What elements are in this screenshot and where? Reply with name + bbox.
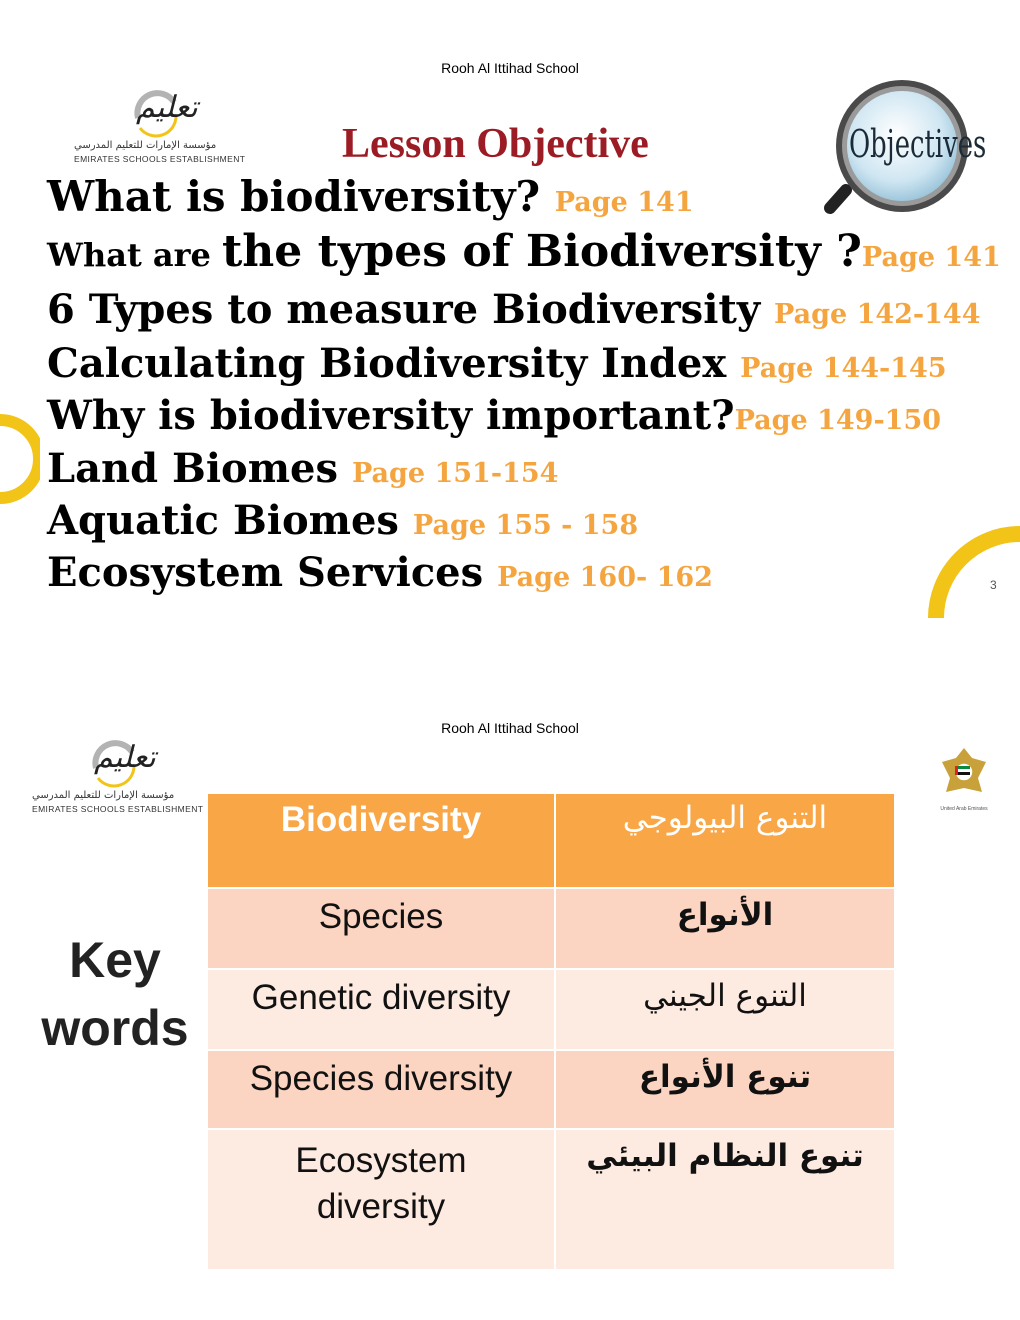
- school-name-2: Rooh Al Ittihad School: [441, 720, 579, 736]
- objective-6: Land Biomes Page 151-154: [47, 445, 559, 492]
- lesson-title: Lesson Objective: [342, 121, 649, 167]
- objective-5: Why is biodiversity important?Page 149-150: [47, 392, 942, 439]
- term-ar: التنوع الجيني: [555, 969, 895, 1050]
- yellow-arc-right: [928, 524, 1020, 618]
- ese-logo-2: [30, 736, 230, 826]
- objective-4: Calculating Biodiversity Index Page 144-145: [47, 340, 947, 387]
- school-name: Rooh Al Ittihad School: [441, 60, 579, 76]
- logo-arabic-name: مؤسسة الإمارات للتعليم المدرسي: [32, 790, 175, 801]
- term-ar: تنوع الأنواع: [555, 1050, 895, 1129]
- page-ref: Page 144-145: [740, 353, 947, 384]
- header-en: Biodiversity: [207, 793, 555, 888]
- table-row: [207, 888, 895, 969]
- term-ar: الأنواع: [555, 888, 895, 969]
- ese-logo: [72, 86, 272, 176]
- page-ref: Page 141: [861, 242, 1001, 273]
- term-en: Species: [207, 888, 555, 969]
- uae-emblem-icon: [938, 744, 990, 802]
- page-ref: Page 141: [554, 187, 694, 218]
- yellow-arc-left: [0, 414, 40, 504]
- keywords-table: [206, 792, 896, 1271]
- emblem-caption: United Arab Emirates: [940, 806, 988, 812]
- objective-2: What are the types of Biodiversity ?Page 141: [47, 226, 1001, 277]
- page-ref: Page 160- 162: [497, 562, 713, 593]
- objective-3: 6 Types to measure Biodiversity Page 142-144: [47, 286, 981, 333]
- term-en: Ecosystem diversity: [207, 1129, 555, 1270]
- page-ref: Page 142-144: [774, 299, 981, 330]
- page-ref: Page 151-154: [351, 458, 559, 489]
- objective-1: What is biodiversity? Page 141: [47, 172, 694, 221]
- objective-7: Aquatic Biomes Page 155 - 158: [47, 497, 639, 544]
- slide-number: 3: [990, 578, 997, 592]
- page-ref: Page 155 - 158: [412, 510, 639, 541]
- logo-english-name: EMIRATES SCHOOLS ESTABLISHMENT: [32, 804, 204, 814]
- table-row: [207, 1129, 895, 1270]
- term-ar: تنوع النظام البيئي: [555, 1129, 895, 1270]
- term-en: Genetic diversity: [207, 969, 555, 1050]
- logo-arabic-name: مؤسسة الإمارات للتعليم المدرسي: [74, 140, 217, 151]
- term-en: Species diversity: [207, 1050, 555, 1129]
- logo-mark: تعليم: [136, 90, 198, 125]
- logo-english-name: EMIRATES SCHOOLS ESTABLISHMENT: [74, 154, 246, 164]
- objective-8: Ecosystem Services Page 160- 162: [47, 549, 713, 596]
- objectives-badge-text: Objectives: [848, 122, 987, 166]
- table-row: [207, 1050, 895, 1129]
- table-header: [207, 793, 895, 888]
- key-words-label: Key words: [41, 932, 189, 1056]
- page-ref: Page 149-150: [734, 405, 942, 436]
- table-row: [207, 969, 895, 1050]
- logo-mark: تعليم: [94, 740, 156, 775]
- header-ar: التنوع البيولوجي: [555, 793, 895, 888]
